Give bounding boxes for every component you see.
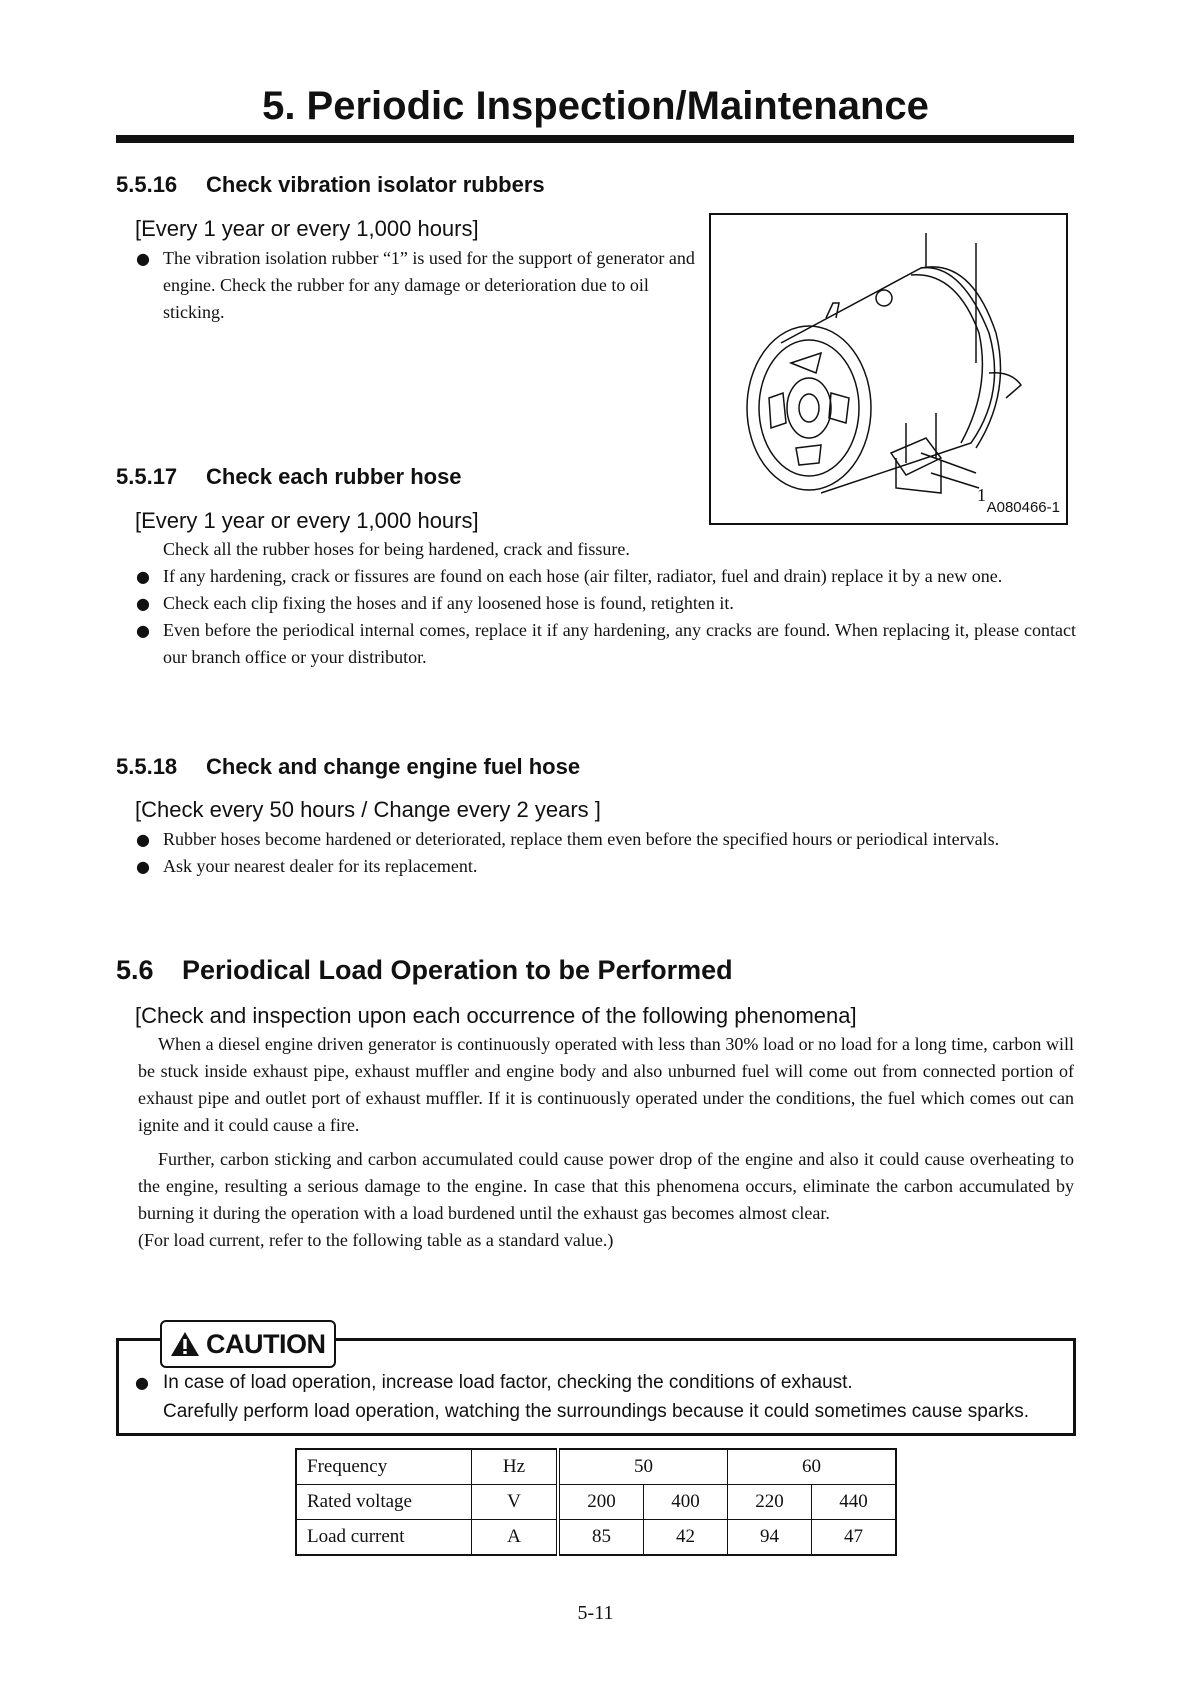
paragraph: Further, carbon sticking and carbon accumulated could cause power drop of the engine and also it could cause overheating to the engine, resulting a serious damage to the engine. In case that this phenomena occurs, eliminate the carbon accumulated by burning it during the operation with a load burdened until the exhaust gas becomes almost clear.	[138, 1149, 1074, 1223]
section-5-6-body	[138, 1031, 1074, 1254]
section-5-5-16-bullets	[116, 245, 696, 326]
figure-part-label: 1	[977, 485, 986, 505]
section-5-6-interval: [Check and inspection upon each occurrence of the following phenomena]	[135, 1003, 857, 1028]
section-number: 5.5.16	[116, 172, 178, 197]
section-title: Check and change engine fuel hose	[206, 754, 581, 779]
table-cell: 200	[558, 1485, 644, 1520]
figure-box	[709, 213, 1068, 525]
table-cell: 85	[558, 1520, 644, 1556]
list-item: ● The vibration isolation rubber “1” is used for the support of generator and engine. Check the rubber for any damage or deterioration due to oil sticking.	[116, 245, 696, 326]
section-5-5-17-interval: [Every 1 year or every 1,000 hours]	[135, 508, 479, 533]
section-5-5-18-heading	[116, 754, 580, 780]
table-row	[296, 1520, 896, 1556]
table-cell: Load current	[296, 1520, 472, 1556]
table-cell: 94	[728, 1520, 812, 1556]
caution-label	[160, 1320, 336, 1368]
section-5-5-17-intro: Check all the rubber hoses for being hardened, crack and fissure.	[163, 539, 630, 559]
table-cell: 220	[728, 1485, 812, 1520]
table-cell: A	[472, 1520, 559, 1556]
table-row	[296, 1485, 896, 1520]
section-number: 5.6	[116, 955, 154, 985]
caution-line-1: In case of load operation, increase load factor, checking the conditions of exhaust.	[163, 1372, 853, 1393]
list-item: ● Ask your nearest dealer for its replacement.	[116, 853, 1076, 880]
warning-icon	[170, 1330, 200, 1358]
figure-id: A080466-1	[986, 499, 1060, 516]
section-title: Check vibration isolator rubbers	[206, 172, 545, 197]
list-item	[133, 1368, 1073, 1426]
section-5-5-16-heading	[116, 172, 545, 198]
page-title: 5. Periodic Inspection/Maintenance	[262, 84, 929, 128]
table-cell: 400	[644, 1485, 728, 1520]
section-5-5-16-interval: [Every 1 year or every 1,000 hours]	[135, 216, 479, 241]
load-current-table	[295, 1448, 897, 1556]
generator-isolator-illustration	[721, 223, 1057, 503]
section-number: 5.5.17	[116, 464, 178, 489]
section-5-6-heading	[116, 955, 733, 986]
caution-text	[133, 1368, 1073, 1426]
table-cell: Hz	[472, 1449, 559, 1485]
section-number: 5.5.18	[116, 754, 178, 779]
section-5-5-18-bullets	[116, 826, 1076, 880]
title-rule	[116, 135, 1074, 143]
table-cell: Frequency	[296, 1449, 472, 1485]
caution-label-text: CAUTION	[206, 1328, 326, 1359]
section-5-5-17-bullets	[116, 563, 1076, 671]
paragraph: When a diesel engine driven generator is continuously operated with less than 30% load or no load for a long time, carbon will be stuck inside exhaust pipe, exhaust muffler and engine body and also unburned fuel will come out from connected portion of exhaust pipe and outlet port of exhaust muffler. If it is continuously operated under the conditions, the fuel which comes out can ignite and it could cause a fire.	[138, 1034, 1074, 1135]
table-cell: V	[472, 1485, 559, 1520]
table-row	[296, 1449, 896, 1485]
paragraph: (For load current, refer to the following table as a standard value.)	[138, 1230, 614, 1250]
section-title: Periodical Load Operation to be Performed	[182, 955, 733, 985]
table-cell: 60	[728, 1449, 897, 1485]
table-cell: 50	[558, 1449, 728, 1485]
table-cell: 440	[812, 1485, 897, 1520]
section-5-5-18-interval: [Check every 50 hours / Change every 2 years ]	[135, 797, 601, 822]
list-item: ● Rubber hoses become hardened or deteriorated, replace them even before the specified hours or periodical intervals.	[116, 826, 1076, 853]
list-item: ● If any hardening, crack or fissures are found on each hose (air filter, radiator, fuel and drain) replace it by a new one.	[116, 563, 1076, 590]
page-number: 5-11	[577, 1602, 614, 1624]
list-item: ● Check each clip fixing the hoses and if any loosened hose is found, retighten it.	[116, 590, 1076, 617]
list-item: ● Even before the periodical internal comes, replace it if any hardening, any cracks are found. When replacing it, please contact our branch office or your distributor.	[116, 617, 1076, 671]
caution-line-2: Carefully perform load operation, watching the surroundings because it could sometimes cause sparks.	[163, 1401, 1030, 1422]
table-cell: Rated voltage	[296, 1485, 472, 1520]
section-5-5-17-heading	[116, 464, 462, 490]
table-cell: 42	[644, 1520, 728, 1556]
table-cell: 47	[812, 1520, 897, 1556]
section-title: Check each rubber hose	[206, 464, 462, 489]
